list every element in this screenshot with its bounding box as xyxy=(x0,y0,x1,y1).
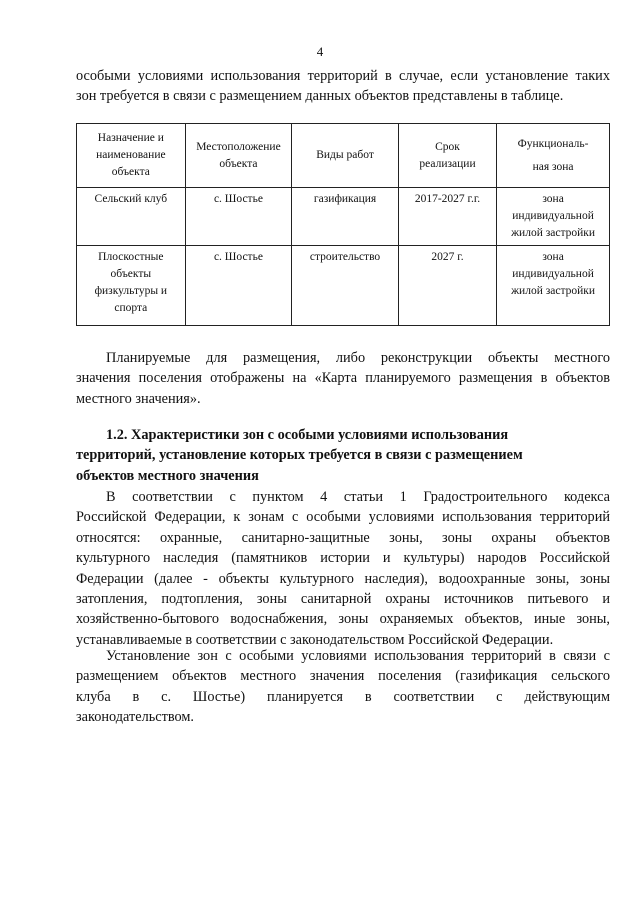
para3-line: устанавливаемые в соответствии с законодательством Российской Федерации. xyxy=(76,631,554,648)
cell-term: 2027 г. xyxy=(398,246,496,326)
para2-line-1: Планируемые для размещения, либо реконструкции объекты местного xyxy=(106,350,610,366)
objects-table xyxy=(76,123,610,326)
cell-work-type: газификация xyxy=(292,188,399,246)
heading-line-1: 1.2. Характеристики зон с особыми условиями использования xyxy=(106,427,509,443)
para3-line: культурного наследия (памятников истории и культуры) народов Российской xyxy=(76,550,610,567)
table-row xyxy=(77,188,610,246)
cell-functional-zone: зона индивидуальной жилой застройки xyxy=(497,188,610,246)
header-term: Срок реализации xyxy=(398,124,496,188)
para3-line: хозяйственно-бытового водоснабжения, зоны охраняемых объектов, иные зоны, xyxy=(76,611,610,628)
heading-line-2: территорий, установление которых требуется в связи с размещением xyxy=(76,447,523,464)
cell-work-type: строительство xyxy=(292,246,399,326)
para4-line: клуба в с. Шостье) планируется в соответствии с действующим xyxy=(76,688,610,705)
section-heading xyxy=(76,425,610,486)
cell-location: с. Шостье xyxy=(185,188,292,246)
para3-line: В соответствии с пунктом 4 статьи 1 Градостроительного кодекса xyxy=(106,489,610,505)
cell-location: с. Шостье xyxy=(185,246,292,326)
page-number: 4 xyxy=(316,44,324,59)
table-row xyxy=(77,246,610,326)
intro-line-1: особыми условиями использования территорий в случае, если установление таких xyxy=(76,68,610,84)
zones-paragraph xyxy=(76,487,610,650)
table-header-row xyxy=(77,124,610,188)
para4-line: размещением объектов местного значения поселения (газификация сельского xyxy=(76,668,610,685)
cell-functional-zone: зона индивидуальной жилой застройки xyxy=(497,246,610,326)
intro-paragraph xyxy=(76,66,610,107)
header-work-type: Виды работ xyxy=(292,124,399,188)
header-location: Местоположение объекта xyxy=(185,124,292,188)
zones-establishment-paragraph xyxy=(76,646,610,728)
para2-line-2: значения поселения отображены на «Карта планируемого размещения в объектов xyxy=(76,370,610,387)
para2-line-3: местного значения». xyxy=(76,390,201,407)
planned-objects-paragraph xyxy=(76,348,610,409)
para4-line: Установление зон с особыми условиями использования территорий в связи с xyxy=(106,648,610,664)
cell-object-name: Сельский клуб xyxy=(77,188,186,246)
heading-line-3: объектов местного значения xyxy=(76,467,259,484)
intro-line-2: зон требуется в связи с размещением данных объектов представлены в таблице. xyxy=(76,88,564,105)
para3-line: затопления, подтопления, зоны санитарной охраны источников питьевого и xyxy=(76,591,610,608)
para4-line: законодательством. xyxy=(76,709,194,726)
para3-line: Российской Федерации, к зонам с особыми условиями использования территорий xyxy=(76,509,610,526)
para3-line: Федерации (далее - объекты культурного наследия), водоохранные зоны, зоны xyxy=(76,570,610,587)
cell-term: 2017-2027 г.г. xyxy=(398,188,496,246)
header-functional-zone: Функциональ- ная зона xyxy=(497,124,610,188)
header-object-name: Назначение и наименование объекта xyxy=(77,124,186,188)
para3-line: относятся: охранные, санитарно-защитные зоны, зоны охраны объектов xyxy=(76,529,610,546)
cell-object-name: Плоскостные объекты физкультуры и спорта xyxy=(77,246,186,326)
